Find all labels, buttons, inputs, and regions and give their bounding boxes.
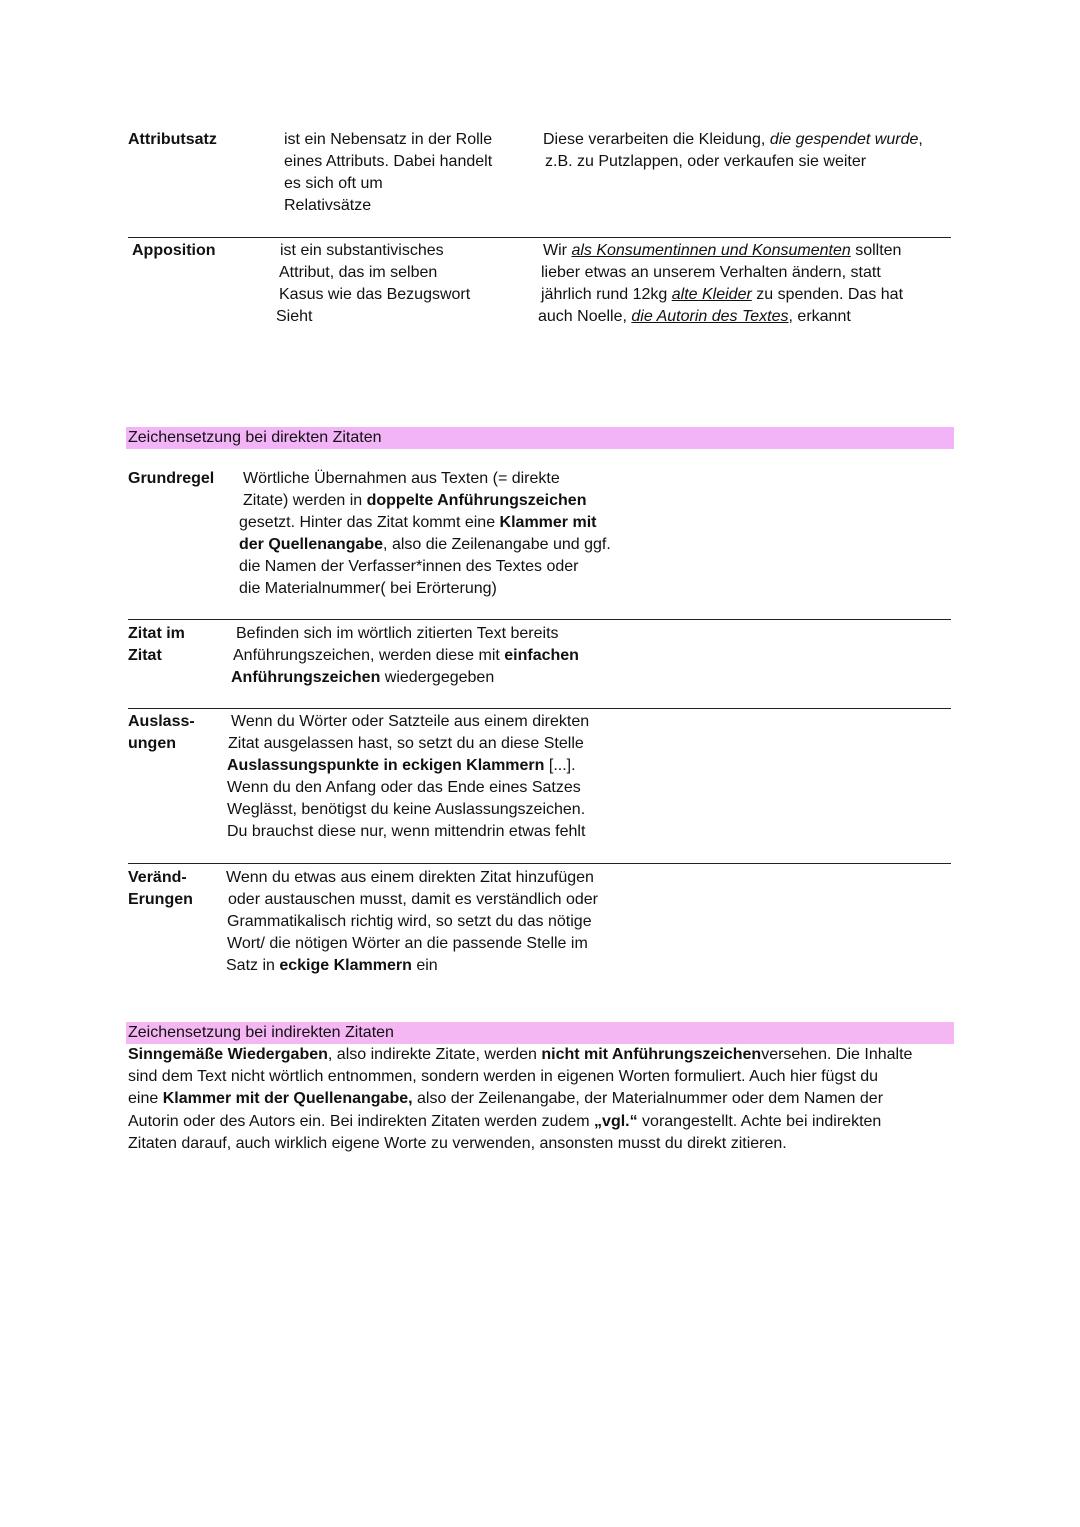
- text-line: eine: [128, 1090, 163, 1108]
- example-text: auch Noelle,: [538, 308, 632, 325]
- example-apposition-highlight: die Autorin des Textes: [631, 308, 789, 325]
- text-line: Wenn du etwas aus einem direkten Zitat hinzufügen: [226, 869, 594, 886]
- term-line: ungen: [128, 735, 176, 752]
- text-bold: doppelte Anführungszeichen: [366, 492, 587, 509]
- text-line: sind dem Text nicht wörtlich entnommen, sondern werden in eigenen Worten formuliert. Auch hier fügst du: [128, 1068, 879, 1086]
- example-text: Wir: [543, 242, 572, 259]
- divider: [128, 863, 951, 864]
- example-highlight: die gespendet wurde: [769, 131, 919, 148]
- text-bold: der Quellenangabe: [239, 536, 384, 553]
- section-heading-text: Zeichensetzung bei indirekten Zitaten: [128, 1024, 394, 1041]
- text-line: Anführungszeichen, werden diese mit: [233, 647, 505, 664]
- text-line: Wenn du den Anfang oder das Ende eines Satzes: [227, 779, 581, 796]
- text-bold: eckige Klammern: [279, 957, 412, 974]
- example-apposition: [540, 240, 903, 328]
- term-line: Auslass-: [128, 713, 195, 730]
- term-attributsatz: Attributsatz: [128, 131, 217, 148]
- text-bold: Anführungszeichen: [231, 669, 381, 686]
- paragraph-indirekte-zitate: [128, 1044, 938, 1155]
- text-line: also der Zeilenangabe, der Materialnummer oder dem Namen der: [412, 1090, 884, 1108]
- text-line: die Materialnummer( bei Erörterung): [239, 580, 497, 597]
- definition-line: Sieht: [276, 308, 313, 325]
- text-bold: einfachen: [504, 647, 579, 664]
- definition-line: Attribut, das im selben: [279, 264, 438, 281]
- term-grundregel: Grundregel: [128, 470, 215, 487]
- term-apposition: Apposition: [132, 242, 216, 259]
- text-bold: „vgl.“: [594, 1112, 638, 1130]
- text-line: Wenn du Wörter oder Satzteile aus einem direkten: [231, 713, 590, 730]
- term-line: Zitat: [128, 647, 162, 664]
- text-line: Weglässt, benötigst du keine Auslassungszeichen.: [227, 801, 586, 818]
- definition-line: Kasus wie das Bezugswort: [279, 286, 471, 303]
- text-line: versehen. Die Inhalte: [761, 1046, 913, 1063]
- example-apposition-highlight: alte Kleider: [671, 286, 752, 303]
- example-text: lieber etwas an unserem Verhalten ändern, statt: [541, 264, 881, 281]
- text-line: , also indirekte Zitate, werden: [327, 1046, 542, 1063]
- example-attributsatz: [543, 129, 923, 173]
- text-line: oder austauschen musst, damit es verständlich oder: [228, 891, 598, 908]
- text-line: [...].: [544, 757, 576, 774]
- text-line: Zitate) werden in: [243, 492, 367, 509]
- text-line: vorangestellt. Achte bei indirekten: [637, 1112, 882, 1130]
- divider: [128, 708, 951, 709]
- example-text: jährlich rund 12kg: [541, 286, 672, 303]
- definition-attributsatz: [284, 129, 492, 217]
- definition-line: eines Attributs. Dabei handelt: [284, 153, 493, 170]
- example-text: zu spenden. Das hat: [751, 286, 904, 303]
- text-line: gesetzt. Hinter das Zitat kommt eine: [239, 514, 500, 531]
- example-text: , erkannt: [788, 308, 851, 325]
- term-veraenderungen: [128, 867, 193, 911]
- text-line: Wörtliche Übernahmen aus Texten (= direkte: [243, 470, 560, 487]
- example-text: Diese verarbeiten die Kleidung,: [543, 131, 770, 148]
- text-line: Grammatikalisch richtig wird, so setzt du das nötige: [227, 913, 592, 930]
- definition-line: ist ein substantivisches: [280, 242, 444, 259]
- text-line: wiedergegeben: [380, 669, 495, 686]
- section-heading-indirekte-zitate: [126, 1022, 954, 1044]
- example-apposition-highlight: als Konsumentinnen und Konsumenten: [571, 242, 851, 259]
- text-line: Satz in: [226, 957, 280, 974]
- text-line: , also die Zeilenangabe und ggf.: [383, 536, 611, 553]
- text-bold: Klammer mit der Quellenangabe,: [162, 1090, 413, 1108]
- divider: [128, 619, 951, 620]
- text-bold: Auslassungspunkte in eckigen Klammern: [227, 757, 545, 774]
- text-bold: Sinngemäße Wiedergaben: [128, 1046, 328, 1063]
- text-line: Du brauchst diese nur, wenn mittendrin etwas fehlt: [227, 823, 586, 840]
- text-line: Autorin oder des Autors ein. Bei indirekten Zitaten werden zudem: [128, 1112, 595, 1130]
- section-heading-direkte-zitate: [126, 427, 954, 449]
- term-zitat-im-zitat: [128, 623, 185, 667]
- text-zitat-im-zitat: [231, 623, 579, 689]
- term-line: Zitat im: [128, 625, 185, 642]
- definition-apposition: [276, 240, 471, 328]
- text-veraenderungen: [226, 867, 598, 977]
- example-text: ,: [918, 131, 923, 148]
- text-auslassungen: [227, 711, 589, 843]
- text-line: Befinden sich im wörtlich zitierten Text bereits: [236, 625, 559, 642]
- text-bold: nicht mit Anführungszeichen: [541, 1046, 762, 1063]
- divider: [128, 237, 951, 238]
- example-text: sollten: [850, 242, 902, 259]
- text-line: die Namen der Verfasser*innen des Textes oder: [239, 558, 579, 575]
- text-line: Zitaten darauf, auch wirklich eigene Worte zu verwenden, ansonsten musst du direkt zitieren.: [128, 1134, 787, 1152]
- text-line: Zitat ausgelassen hast, so setzt du an diese Stelle: [228, 735, 584, 752]
- example-text: z.B. zu Putzlappen, oder verkaufen sie weiter: [545, 153, 867, 170]
- definition-line: Relativsätze: [284, 197, 372, 214]
- text-line: ein: [411, 957, 438, 974]
- section-heading-text: Zeichensetzung bei direkten Zitaten: [128, 429, 382, 446]
- text-bold: Klammer mit: [499, 514, 597, 531]
- text-line: Wort/ die nötigen Wörter an die passende Stelle im: [227, 935, 588, 952]
- term-line: Erungen: [128, 891, 193, 908]
- definition-line: ist ein Nebensatz in der Rolle: [284, 131, 493, 148]
- term-line: Veränd-: [128, 869, 187, 886]
- term-auslassungen: [128, 711, 195, 755]
- text-grundregel: [239, 468, 611, 600]
- definition-line: es sich oft um: [284, 175, 383, 192]
